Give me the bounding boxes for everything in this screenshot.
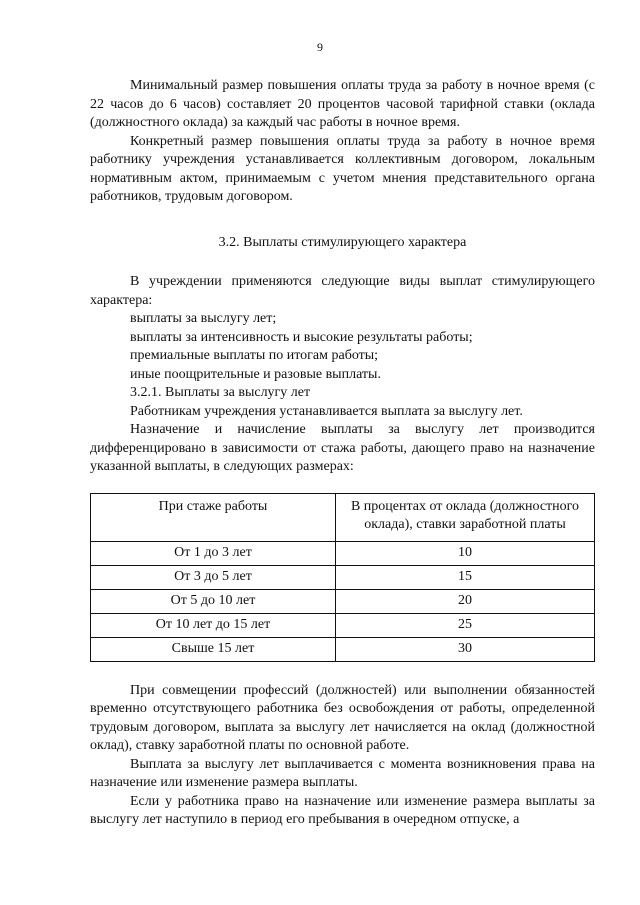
paragraph-night-work-minimum: Минимальный размер повышения оплаты труда за работу в ночное время (с 22 часов до 6 часов) составляет 20 процентов часовой тарифной ставки (оклада (должностного оклада) за каждый час работы в ночное время. [90,78,595,130]
table-cell-experience: Свыше 15 лет [91,637,336,661]
table-cell-experience: От 5 до 10 лет [91,589,336,613]
paragraph-payment-start: Выплата за выслугу лет выплачивается с момента возникновения права на назначение или изменение размера выплаты. [90,756,595,790]
list-item: выплаты за интенсивность и высокие результаты работы; [130,329,473,345]
table-cell-experience: От 10 лет до 15 лет [91,613,336,637]
paragraph-seniority-established: Работникам учреждения устанавливается выплата за выслугу лет. [130,403,523,419]
seniority-table [90,493,595,662]
table-cell-percent: 20 [336,589,595,613]
list-item: выплаты за выслугу лет; [130,311,277,326]
table-cell-percent: 15 [336,565,595,589]
page-number: 9 [317,40,323,54]
table-row [91,589,595,613]
document-body [90,77,595,830]
section-heading: 3.2. Выплаты стимулирующего характера [218,234,467,250]
table-cell-percent: 10 [336,541,595,565]
table-cell-percent: 25 [336,613,595,637]
table-row [91,613,595,637]
paragraph-night-work-specific: Конкретный размер повышения оплаты труда за работу в ночное время работнику учреждения устанавливается коллективным договором, локальным нормативным актом, принимаемым с учетом мнения представительного органа работников, трудовым договором. [90,133,595,204]
list-item: иные поощрительные и разовые выплаты. [130,366,381,382]
subsection-heading: 3.2.1. Выплаты за выслугу лет [130,385,311,400]
table-row [91,565,595,589]
list-item: премиальные выплаты по итогам работы; [130,348,379,363]
paragraph-seniority-assignment: Назначение и начисление выплаты за выслугу лет производится дифференцировано в зависимости от стажа работы, дающего право на назначение указанной выплаты, в следующих размерах: [90,422,595,474]
table-row [91,541,595,565]
paragraph-vacation: Если у работника право на назначение или изменение размера выплаты за выслугу лет наступило в период его пребывания в очередном отпуске, а [90,793,595,827]
table-row [91,637,595,661]
table-header-percent: В процентах от оклада (должностного оклада), ставки заработной платы [336,493,595,541]
table-cell-experience: От 1 до 3 лет [91,541,336,565]
table-cell-experience: От 3 до 5 лет [91,565,336,589]
paragraph-combination: При совмещении профессий (должностей) или выполнении обязанностей временно отсутствующего работника без освобождения от работы, определенной трудовым договором, выплата за выслугу лет начисляется на оклад (должностной оклад), ставку заработной платы по основной работе. [90,682,595,753]
table-header-experience: При стаже работы [91,493,336,541]
table-cell-percent: 30 [336,637,595,661]
table-header-row [91,493,595,541]
paragraph-intro: В учреждении применяются следующие виды выплат стимулирующего характера: [90,274,595,308]
